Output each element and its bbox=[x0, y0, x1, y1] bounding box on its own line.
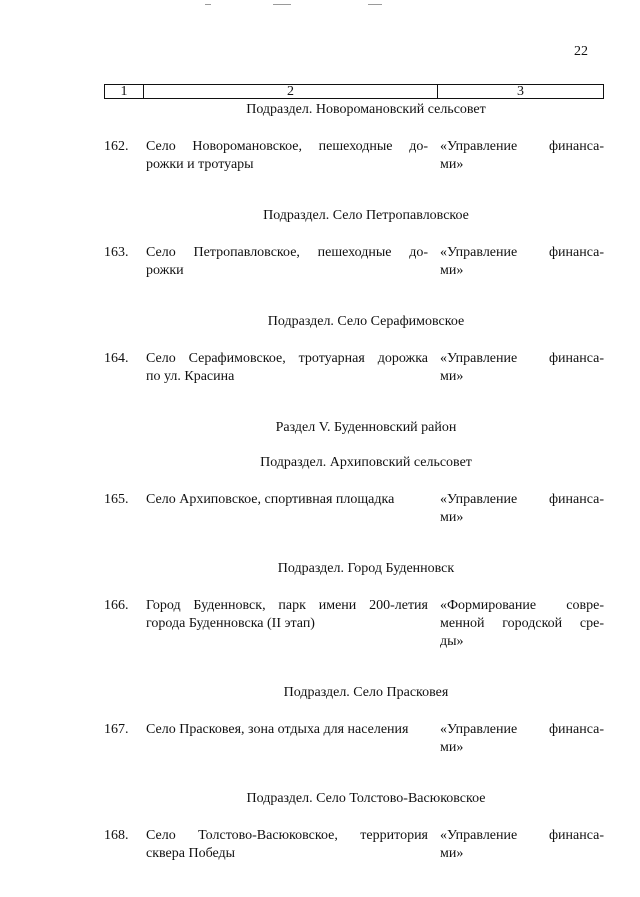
section-heading: Раздел V. Буденновский район bbox=[275, 420, 457, 435]
program-name bbox=[434, 244, 604, 280]
object-name-line: Село Петропавловское, пешеходные до- bbox=[146, 245, 428, 260]
row-number: 164. bbox=[104, 351, 129, 366]
program-name bbox=[434, 138, 604, 174]
column-header-2: 2 bbox=[144, 85, 438, 98]
object-name-line: по ул. Красина bbox=[146, 369, 235, 384]
table-row bbox=[104, 138, 604, 174]
section-heading: Подраздел. Город Буденновск bbox=[277, 561, 455, 576]
row-number: 163. bbox=[104, 245, 129, 260]
object-name bbox=[146, 350, 434, 386]
column-header-3: 3 bbox=[517, 84, 524, 99]
program-name-line: «Управление финанса- bbox=[440, 139, 604, 154]
program-name-line: ми» bbox=[440, 846, 464, 861]
page-number: 22 bbox=[574, 44, 588, 59]
program-name-line: «Управление финанса- bbox=[440, 245, 604, 260]
section-heading: Подраздел. Новоромановский сельсовет bbox=[246, 102, 486, 117]
program-name-line: ми» bbox=[440, 740, 464, 755]
object-name-line: рожки bbox=[146, 263, 184, 278]
program-name bbox=[434, 827, 604, 863]
program-name-line: «Управление финанса- bbox=[440, 828, 604, 843]
program-name-line: «Управление финанса- bbox=[440, 351, 604, 366]
scan-mark bbox=[368, 4, 382, 5]
section-heading: Подраздел. Село Петропавловское bbox=[263, 208, 469, 223]
section-heading: Подраздел. Село Толстово-Васюковское bbox=[246, 791, 486, 806]
program-name bbox=[434, 350, 604, 386]
program-name-line: ми» bbox=[440, 369, 464, 384]
program-name bbox=[434, 491, 604, 527]
object-name bbox=[146, 244, 434, 280]
row-number: 162. bbox=[104, 139, 129, 154]
object-name bbox=[146, 491, 434, 527]
section-heading: Подраздел. Село Прасковея bbox=[283, 685, 449, 700]
program-name-line: ми» bbox=[440, 510, 464, 525]
object-name-line: Село Серафимовское, тротуарная дорожка bbox=[146, 351, 428, 366]
section-heading: Подраздел. Архиповский сельсовет bbox=[260, 455, 472, 470]
object-name bbox=[146, 138, 434, 174]
program-name-line: «Управление финанса- bbox=[440, 722, 604, 737]
program-name-line: менной городской сре- bbox=[440, 616, 604, 631]
object-name-line: Село Толстово-Васюковское, территория bbox=[146, 828, 428, 843]
program-name-line: «Управление финанса- bbox=[440, 492, 604, 507]
object-name-line: Село Новоромановское, пешеходные до- bbox=[146, 139, 428, 154]
object-name bbox=[146, 597, 434, 651]
object-name-line: Село Прасковея, зона отдыха для населения bbox=[146, 722, 409, 737]
table-row bbox=[104, 244, 604, 280]
column-header-1: 1 bbox=[105, 85, 144, 98]
row-number: 168. bbox=[104, 828, 129, 843]
program-name-line: «Формирование совре- bbox=[440, 598, 604, 613]
object-name-line: Село Архиповское, спортивная площадка bbox=[146, 492, 395, 507]
table-row bbox=[104, 721, 604, 757]
program-name-line: ми» bbox=[440, 263, 464, 278]
object-name bbox=[146, 721, 434, 757]
object-name bbox=[146, 827, 434, 863]
table-row bbox=[104, 597, 604, 651]
scan-mark bbox=[205, 4, 211, 5]
row-number: 167. bbox=[104, 722, 129, 737]
row-number: 165. bbox=[104, 492, 129, 507]
column-header-row bbox=[104, 84, 604, 99]
object-name-line: Город Буденновск, парк имени 200-летия bbox=[146, 598, 428, 613]
program-name-line: ми» bbox=[440, 157, 464, 172]
program-name bbox=[434, 597, 604, 651]
scan-mark bbox=[273, 4, 291, 5]
document-body bbox=[104, 101, 604, 863]
table-row bbox=[104, 491, 604, 527]
program-name bbox=[434, 721, 604, 757]
program-name-line: ды» bbox=[440, 634, 464, 649]
row-number: 166. bbox=[104, 598, 129, 613]
table-row bbox=[104, 350, 604, 386]
object-name-line: сквера Победы bbox=[146, 846, 236, 861]
section-heading: Подраздел. Село Серафимовское bbox=[267, 314, 465, 329]
object-name-line: рожки и тротуары bbox=[146, 157, 254, 172]
object-name-line: города Буденновска (II этап) bbox=[146, 616, 315, 631]
table-row bbox=[104, 827, 604, 863]
